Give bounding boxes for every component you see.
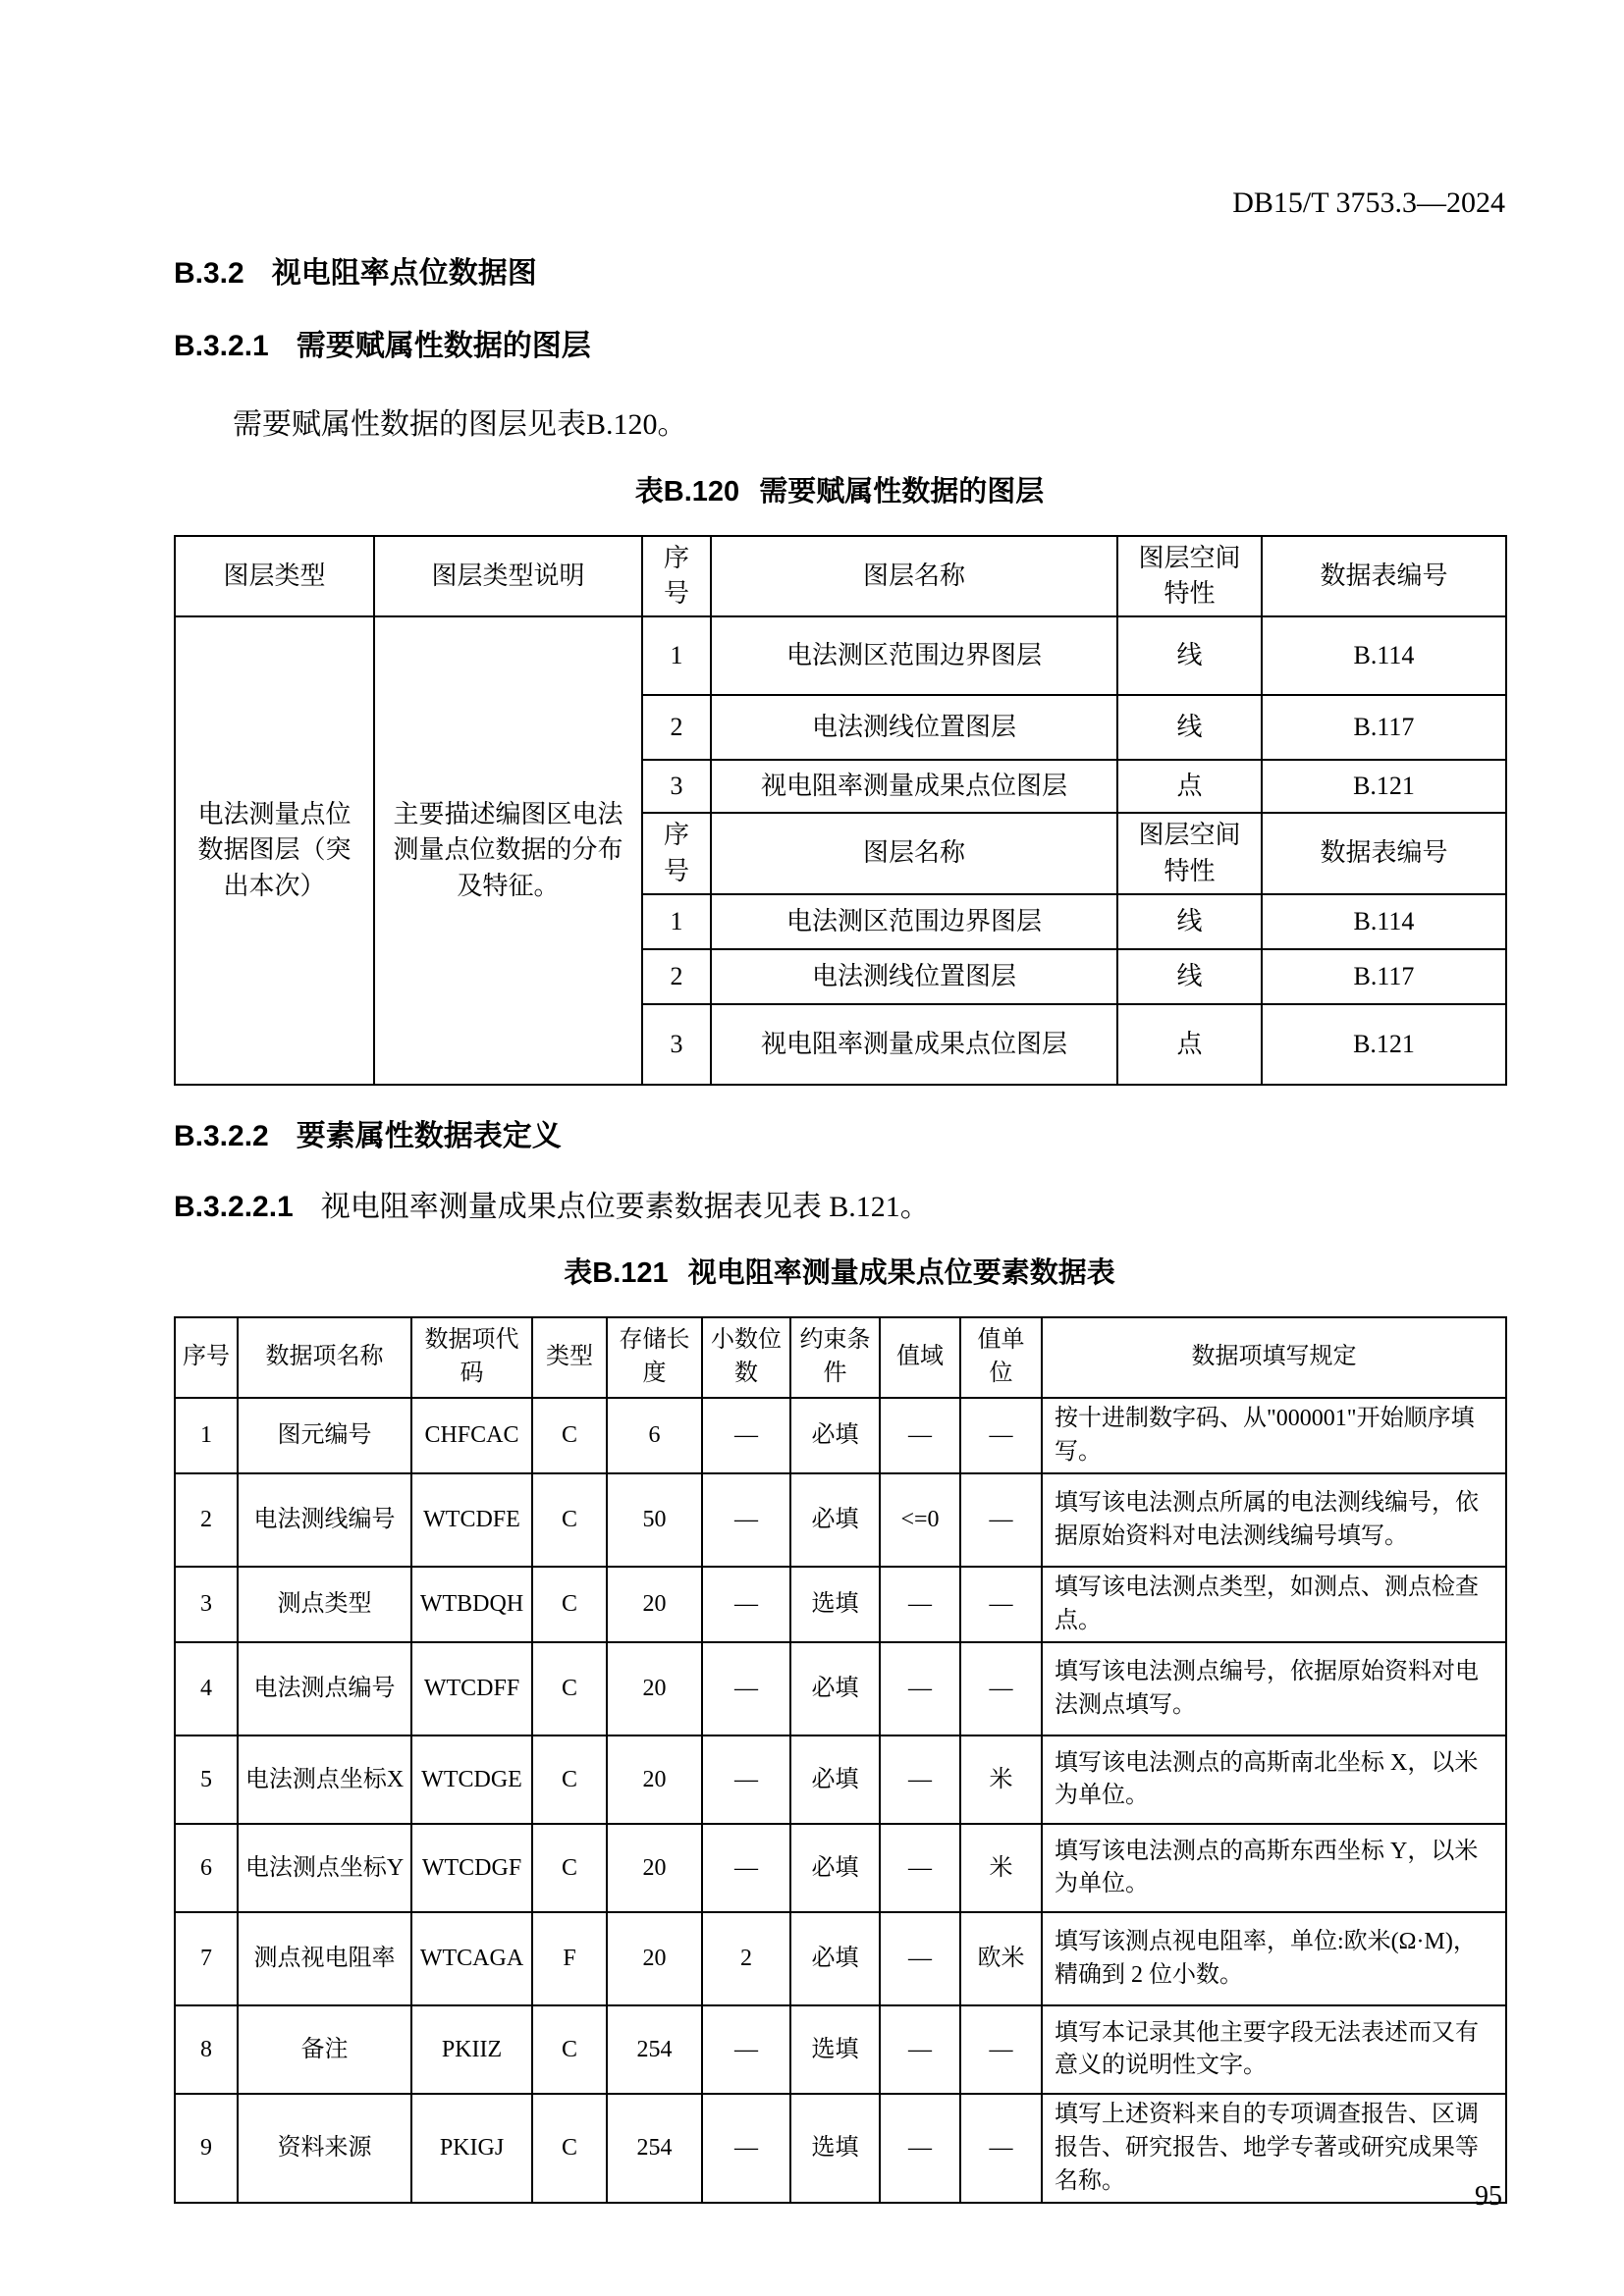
table121-cell-item-code: WTCDFF [411, 1642, 532, 1735]
table120-header-cell: 图层空间特性 [1117, 536, 1262, 617]
clause-number: B.3.2.2 [174, 1120, 269, 1153]
table120-cell-layer-name: 电法测区范围边界图层 [711, 894, 1117, 949]
table120-cell-table-no: B.114 [1262, 616, 1506, 695]
table120-cell-layer-name: 电法测区范围边界图层 [711, 616, 1117, 695]
table121-data-row [175, 2005, 1506, 2094]
table121-cell-value-range: — [880, 1567, 960, 1642]
table121-cell-storage-length: 6 [607, 1398, 702, 1473]
table121-cell-constraint: 必填 [790, 1473, 880, 1567]
table121-data-row [175, 1473, 1506, 1567]
table121-cell-seq: 5 [175, 1735, 238, 1824]
table121-cell-seq: 9 [175, 2094, 238, 2203]
table121-data-row [175, 1398, 1506, 1473]
table121-cell-item-name: 资料来源 [238, 2094, 411, 2203]
table121-header-cell: 序号 [175, 1317, 238, 1398]
table121-cell-decimal-digits: — [702, 1473, 790, 1567]
clause-title: 需要赋属性数据的图层 [296, 329, 591, 362]
table121-caption-title: 视电阻率测量成果点位要素数据表 [687, 1257, 1115, 1290]
table121-cell-constraint: 选填 [790, 2094, 880, 2203]
table-b121 [174, 1316, 1507, 2204]
table120-header-cell: 图层名称 [711, 536, 1117, 617]
table121-cell-type: C [532, 2094, 607, 2203]
table121-cell-storage-length: 20 [607, 1567, 702, 1642]
table121-cell-type: C [532, 2005, 607, 2094]
table121-cell-value-range: <=0 [880, 1473, 960, 1567]
table120-layer-desc-cell: 主要描述编图区电法测量点位数据的分布及特征。 [374, 616, 642, 1085]
table121-cell-item-name: 电法测点编号 [238, 1642, 411, 1735]
table120-header-cell: 图层类型说明 [374, 536, 642, 617]
table120-cell-seq: 3 [642, 760, 711, 813]
table120-cell-layer-name: 电法测线位置图层 [711, 695, 1117, 760]
table121-header-cell: 存储长度 [607, 1317, 702, 1398]
table121-cell-fill-rule: 按十进制数字码、从"000001"开始顺序填写。 [1042, 1398, 1506, 1473]
table121-cell-value-unit: 米 [960, 1824, 1042, 1912]
table121-cell-item-code: WTCDGF [411, 1824, 532, 1912]
table120-cell-spatial: 线 [1117, 616, 1262, 695]
table121-cell-fill-rule: 填写上述资料来自的专项调查报告、区调报告、研究报告、地学专著或研究成果等名称。 [1042, 2094, 1506, 2203]
table121-cell-item-code: WTCDGE [411, 1735, 532, 1824]
table121-data-row [175, 1824, 1506, 1912]
table121-cell-value-unit: — [960, 1473, 1042, 1567]
table121-cell-seq: 1 [175, 1398, 238, 1473]
table121-header-cell: 约束条件 [790, 1317, 880, 1398]
table120-cell-seq: 3 [642, 1004, 711, 1085]
table121-cell-item-code: WTCAGA [411, 1912, 532, 2005]
table120-header-cell: 图层类型 [175, 536, 374, 617]
table121-cell-seq: 6 [175, 1824, 238, 1912]
table121-header-row [175, 1317, 1506, 1398]
table120-header-cell: 数据表编号 [1262, 536, 1506, 617]
page-content [174, 0, 1505, 2204]
table121-cell-value-unit: — [960, 1642, 1042, 1735]
table120-cell-layer-name: 图层名称 [711, 813, 1117, 894]
table121-cell-decimal-digits: — [702, 1642, 790, 1735]
doc-number: DB15/T 3753.3—2024 [1232, 187, 1505, 219]
table121-cell-decimal-digits: — [702, 1824, 790, 1912]
table121-cell-seq: 3 [175, 1567, 238, 1642]
table121-cell-value-unit: — [960, 2094, 1042, 2203]
table121-cell-constraint: 必填 [790, 1735, 880, 1824]
table121-cell-fill-rule: 填写该测点视电阻率，单位:欧米(Ω·M)，精确到 2 位小数。 [1042, 1912, 1506, 2005]
table121-cell-fill-rule: 填写本记录其他主要字段无法表述而又有意义的说明性文字。 [1042, 2005, 1506, 2094]
table120-cell-spatial: 线 [1117, 949, 1262, 1004]
table120-cell-seq: 1 [642, 894, 711, 949]
table121-cell-value-range: — [880, 1912, 960, 2005]
table121-cell-storage-length: 20 [607, 1735, 702, 1824]
table120-caption [174, 469, 1505, 509]
table121-cell-value-unit: 欧米 [960, 1912, 1042, 2005]
table121-cell-decimal-digits: — [702, 1567, 790, 1642]
table121-cell-fill-rule: 填写该电法测点所属的电法测线编号，依据原始资料对电法测线编号填写。 [1042, 1473, 1506, 1567]
table121-cell-fill-rule: 填写该电法测点的高斯南北坐标 X，以米为单位。 [1042, 1735, 1506, 1824]
heading-b3221 [174, 1190, 1505, 1225]
table121-cell-type: C [532, 1642, 607, 1735]
table121-data-row [175, 1642, 1506, 1735]
table120-caption-number: 表B.120 [634, 475, 740, 507]
table121-cell-item-name: 电法测点坐标Y [238, 1824, 411, 1912]
table121-data-row [175, 1912, 1506, 2005]
table121-header-cell: 值单位 [960, 1317, 1042, 1398]
table121-cell-seq: 8 [175, 2005, 238, 2094]
table121-cell-constraint: 必填 [790, 1912, 880, 2005]
table121-cell-storage-length: 254 [607, 2094, 702, 2203]
table121-cell-item-name: 备注 [238, 2005, 411, 2094]
table120-cell-table-no: B.121 [1262, 1004, 1506, 1085]
heading-b322 [174, 1119, 1505, 1154]
table120-cell-spatial: 图层空间特性 [1117, 813, 1262, 894]
table120-cell-layer-name: 视电阻率测量成果点位图层 [711, 760, 1117, 813]
table121-cell-item-code: WTBDQH [411, 1567, 532, 1642]
table121-header-cell: 类型 [532, 1317, 607, 1398]
table120-header-row [175, 536, 1506, 617]
table121-cell-constraint: 选填 [790, 1567, 880, 1642]
table121-cell-storage-length: 20 [607, 1642, 702, 1735]
table121-cell-decimal-digits: — [702, 1398, 790, 1473]
table121-cell-value-range: — [880, 2005, 960, 2094]
clause-title: 视电阻率测量成果点位要素数据表见表 B.121。 [320, 1191, 930, 1224]
table121-cell-value-unit: — [960, 1398, 1042, 1473]
table120-cell-spatial: 线 [1117, 894, 1262, 949]
table121-header-cell: 数据项填写规定 [1042, 1317, 1506, 1398]
table121-cell-value-range: — [880, 1398, 960, 1473]
table120-cell-spatial: 点 [1117, 1004, 1262, 1085]
table121-cell-decimal-digits: 2 [702, 1912, 790, 2005]
table121-cell-seq: 4 [175, 1642, 238, 1735]
table121-cell-item-code: CHFCAC [411, 1398, 532, 1473]
table121-cell-value-range: — [880, 1824, 960, 1912]
table121-cell-type: C [532, 1824, 607, 1912]
table121-header-cell: 数据项代码 [411, 1317, 532, 1398]
table121-cell-item-name: 测点视电阻率 [238, 1912, 411, 2005]
table120-cell-seq: 1 [642, 616, 711, 695]
table121-cell-type: C [532, 1473, 607, 1567]
table121-cell-type: C [532, 1735, 607, 1824]
clause-number: B.3.2.2.1 [174, 1191, 294, 1224]
table-b120 [174, 535, 1507, 1087]
table121-cell-constraint: 必填 [790, 1824, 880, 1912]
table121-header-cell: 值域 [880, 1317, 960, 1398]
table121-cell-decimal-digits: — [702, 2005, 790, 2094]
table121-cell-value-unit: — [960, 2005, 1042, 2094]
table121-cell-storage-length: 20 [607, 1912, 702, 2005]
table121-cell-item-name: 电法测点坐标X [238, 1735, 411, 1824]
table121-cell-type: F [532, 1912, 607, 2005]
table121-data-row [175, 2094, 1506, 2203]
table121-cell-decimal-digits: — [702, 1735, 790, 1824]
heading-b32 [174, 256, 1505, 292]
table121-cell-seq: 7 [175, 1912, 238, 2005]
table121-cell-constraint: 必填 [790, 1642, 880, 1735]
table120-cell-table-no: 数据表编号 [1262, 813, 1506, 894]
table121-data-row [175, 1567, 1506, 1642]
table121-cell-type: C [532, 1398, 607, 1473]
table121-header-cell: 小数位数 [702, 1317, 790, 1398]
table120-data-row [175, 616, 1506, 695]
table120-cell-layer-name: 电法测线位置图层 [711, 949, 1117, 1004]
table121-cell-fill-rule: 填写该电法测点编号，依据原始资料对电法测点填写。 [1042, 1642, 1506, 1735]
table120-cell-table-no: B.114 [1262, 894, 1506, 949]
clause-title: 要素属性数据表定义 [296, 1120, 562, 1153]
table121-cell-storage-length: 20 [607, 1824, 702, 1912]
table120-cell-table-no: B.117 [1262, 695, 1506, 760]
table121-cell-item-name: 电法测线编号 [238, 1473, 411, 1567]
table121-caption [174, 1251, 1505, 1291]
table121-cell-fill-rule: 填写该电法测点的高斯东西坐标 Y，以米为单位。 [1042, 1824, 1506, 1912]
heading-b321 [174, 329, 1505, 364]
table121-cell-value-range: — [880, 1735, 960, 1824]
table121-cell-fill-rule: 填写该电法测点类型，如测点、测点检查点。 [1042, 1567, 1506, 1642]
clause-title: 视电阻率点位数据图 [271, 256, 537, 290]
table120-cell-spatial: 线 [1117, 695, 1262, 760]
table121-cell-storage-length: 50 [607, 1473, 702, 1567]
table121-header-cell: 数据项名称 [238, 1317, 411, 1398]
clause-number: B.3.2 [174, 256, 244, 290]
table121-cell-value-unit: — [960, 1567, 1042, 1642]
clause-number: B.3.2.1 [174, 329, 269, 362]
table121-cell-seq: 2 [175, 1473, 238, 1567]
page-number: 95 [1475, 2181, 1502, 2212]
table120-caption-title: 需要赋属性数据的图层 [759, 475, 1045, 507]
table120-cell-spatial: 点 [1117, 760, 1262, 813]
table120-cell-table-no: B.117 [1262, 949, 1506, 1004]
table120-cell-seq: 2 [642, 949, 711, 1004]
table121-cell-storage-length: 254 [607, 2005, 702, 2094]
table121-cell-value-unit: 米 [960, 1735, 1042, 1824]
table121-cell-item-code: PKIIZ [411, 2005, 532, 2094]
paragraph-b321: 需要赋属性数据的图层见表B.120。 [233, 407, 687, 441]
table120-cell-table-no: B.121 [1262, 760, 1506, 813]
table121-cell-item-code: WTCDFE [411, 1473, 532, 1567]
table121-cell-type: C [532, 1567, 607, 1642]
table120-header-cell: 序号 [642, 536, 711, 617]
table120-cell-seq: 2 [642, 695, 711, 760]
table121-cell-value-range: — [880, 2094, 960, 2203]
table120-cell-layer-name: 视电阻率测量成果点位图层 [711, 1004, 1117, 1085]
table121-cell-decimal-digits: — [702, 2094, 790, 2203]
table121-cell-item-code: PKIGJ [411, 2094, 532, 2203]
table121-cell-constraint: 必填 [790, 1398, 880, 1473]
table121-cell-value-range: — [880, 1642, 960, 1735]
table121-cell-item-name: 测点类型 [238, 1567, 411, 1642]
table121-caption-number: 表B.121 [564, 1257, 669, 1290]
table121-cell-item-name: 图元编号 [238, 1398, 411, 1473]
table120-cell-seq: 序号 [642, 813, 711, 894]
table121-cell-constraint: 选填 [790, 2005, 880, 2094]
table120-layer-type-cell: 电法测量点位数据图层（突出本次） [175, 616, 374, 1085]
table121-data-row [175, 1735, 1506, 1824]
